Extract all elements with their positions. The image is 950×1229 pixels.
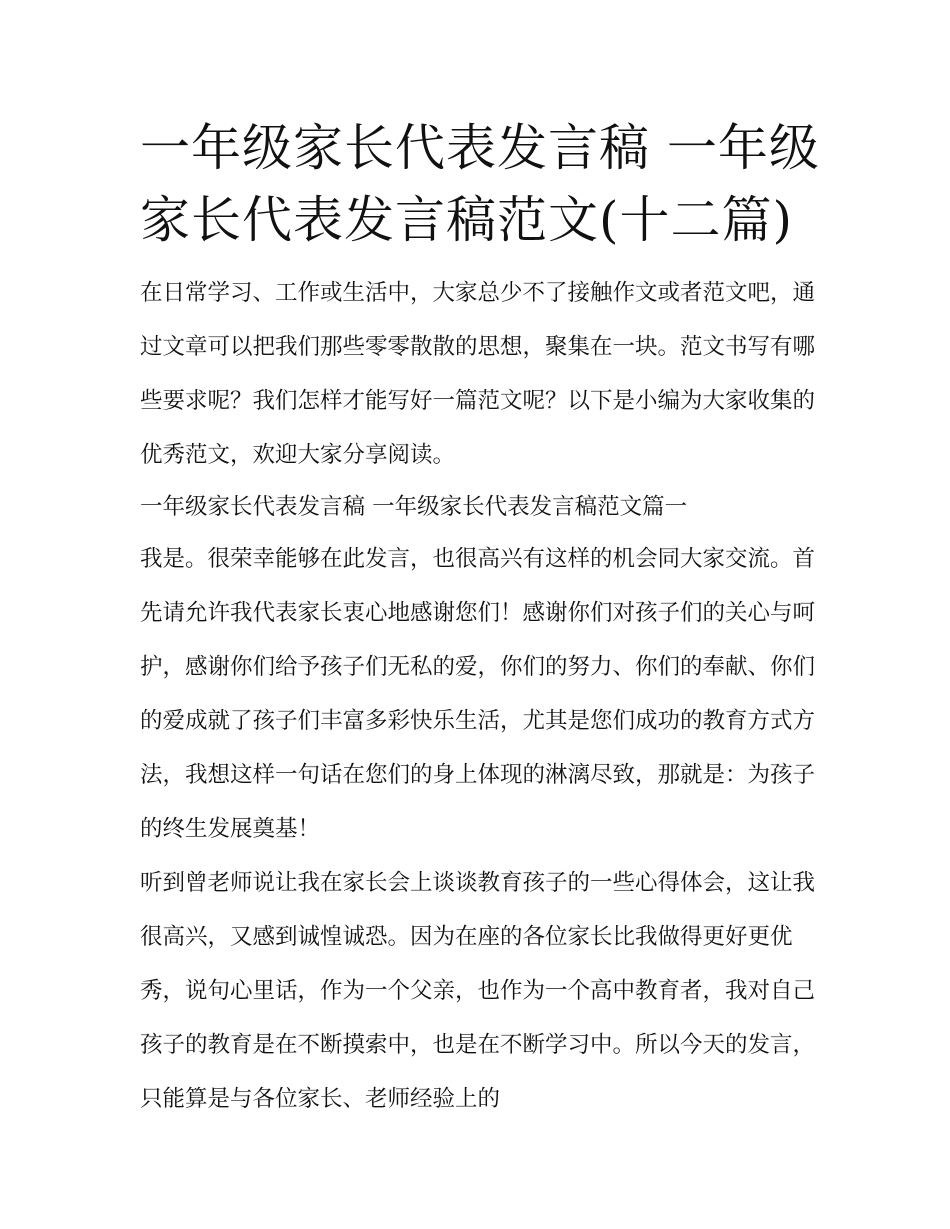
- intro-paragraph: 在日常学习、工作或生活中，大家总少不了接触作文或者范文吧，通过文章可以把我们那些零零散散的思想，聚集在一块。范文书写有哪些要求呢？我们怎样才能写好一篇范文呢？以下是小编为大家收集的优秀范文，欢迎大家分享阅读。: [140, 280, 816, 468]
- body-paragraph-1: 我是。很荣幸能够在此发言，也很高兴有这样的机会同大家交流。首先请允许我代表家长衷心地感谢您们！感谢你们对孩子们的关心与呵护，感谢你们给予孩子们无私的爱，你们的努力、你们的奉献、你们的爱成就了孩子们丰富多彩快乐生活，尤其是您们成功的教育方式方法，我想这样一句话在您们的身上体现的淋漓尽致，那就是：为孩子的终生发展奠基！: [140, 546, 816, 842]
- document-title: 一年级家长代表发言稿 一年级家长代表发言稿范文(十二篇): [140, 119, 820, 249]
- body-paragraph-2: 听到曾老师说让我在家长会上谈谈教育孩子的一些心得体会，这让我很高兴，又感到诚惶诚恐。因为在座的各位家长比我做得更好更优秀，说句心里话，作为一个父亲，也作为一个高中教育者，我对自己孩子的教育是在不断摸索中，也是在不断学习中。所以今天的发言，只能算是与各位家长、老师经验上的: [140, 870, 816, 1112]
- section-heading: 一年级家长代表发言稿 一年级家长代表发言稿范文篇一: [140, 494, 688, 520]
- document-page: [140, 112, 820, 1126]
